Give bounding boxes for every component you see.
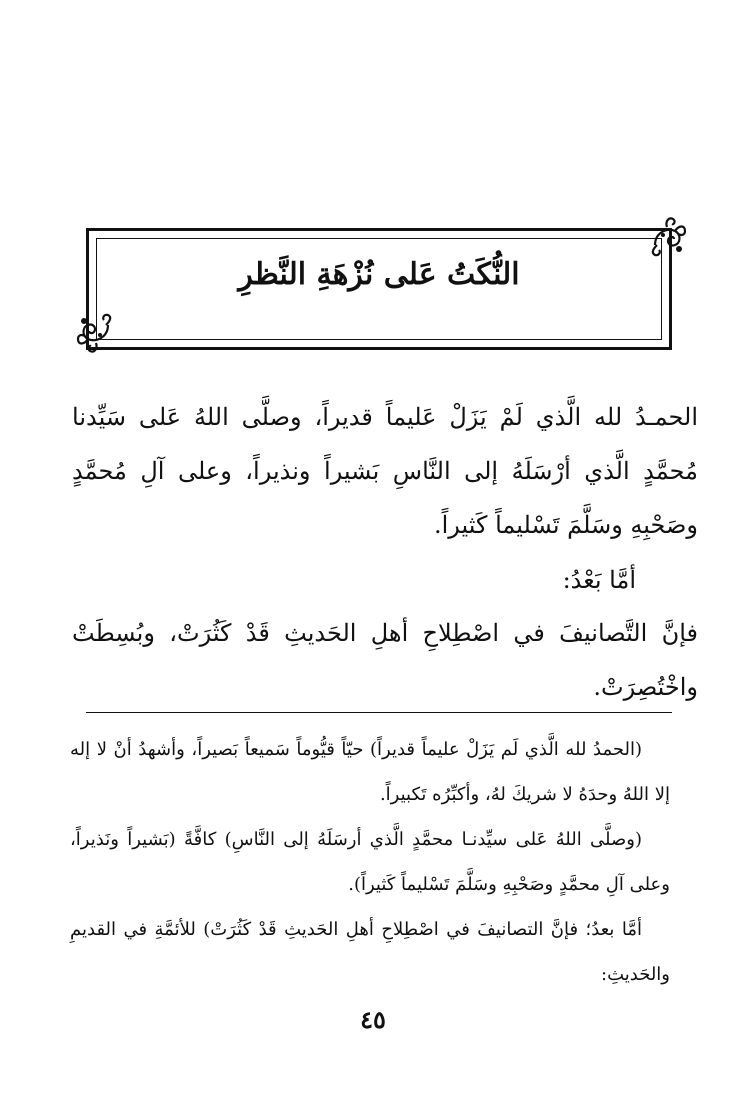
commentary-paragraph: أمَّا بعدُ؛ فإنَّ التصانيفَ في اصْطِلاحِ أهلِ الحَديثِ قَدْ كَثُرَتْ) للأئمَّةِ في القديمِ والحَديثِ: — [70, 919, 670, 985]
commentary-paragraph: (الحمدُ لله الَّذي لَم يَزَلْ عليماً قديراً) حيّاً قيُّوماً سَميعاً بَصيراً، وأشهدُ أنْ لا إله إلا اللهُ وحدَهُ لا شريكَ لهُ، وأكبِّرُه تَكبيراً. — [70, 739, 670, 805]
footnote-divider — [86, 712, 672, 713]
page-number: ٤٥ — [360, 1005, 386, 1034]
commentary-section — [70, 727, 670, 997]
chapter-title: النُّكَتُ عَلى نُزْهَةِ النَّظرِ — [238, 257, 520, 292]
title-frame — [86, 228, 672, 350]
main-paragraph: فإنَّ التَّصانيفَ في اصْطِلاحِ أهلِ الحَديثِ قَدْ كَثُرَتْ، وبُسِطَتْ واخْتُصِرَتْ. — [72, 619, 698, 701]
main-paragraph: أمَّا بَعْدُ: — [562, 566, 636, 594]
main-paragraph: الحمـدُ لله الَّذي لَمْ يَزَلْ عَليماً قديراً، وصلَّى اللهُ عَلى سَيِّدنا مُحمَّدٍ الَّذي أرْسَلَهُ إلى النَّاسِ بَشيراً ونذيراً، وعلى آلِ مُحمَّدٍ وصَحْبِهِ وسَلَّمَ تَسْليماً كَثيراً. — [72, 403, 698, 539]
floral-ornament-icon — [645, 215, 687, 257]
floral-ornament-icon — [76, 313, 118, 355]
commentary-paragraph: (وصلَّى اللهُ عَلى سيِّدنـا محمَّدٍ الَّذي أرسَلَهُ إلى النَّاسِ) كافَّةً (بَشيراً ونَذيراً، وعلى آلِ محمَّدٍ وصَحْبِهِ وسَلَّمَ تَسْليماً كَثيراً). — [70, 829, 670, 895]
